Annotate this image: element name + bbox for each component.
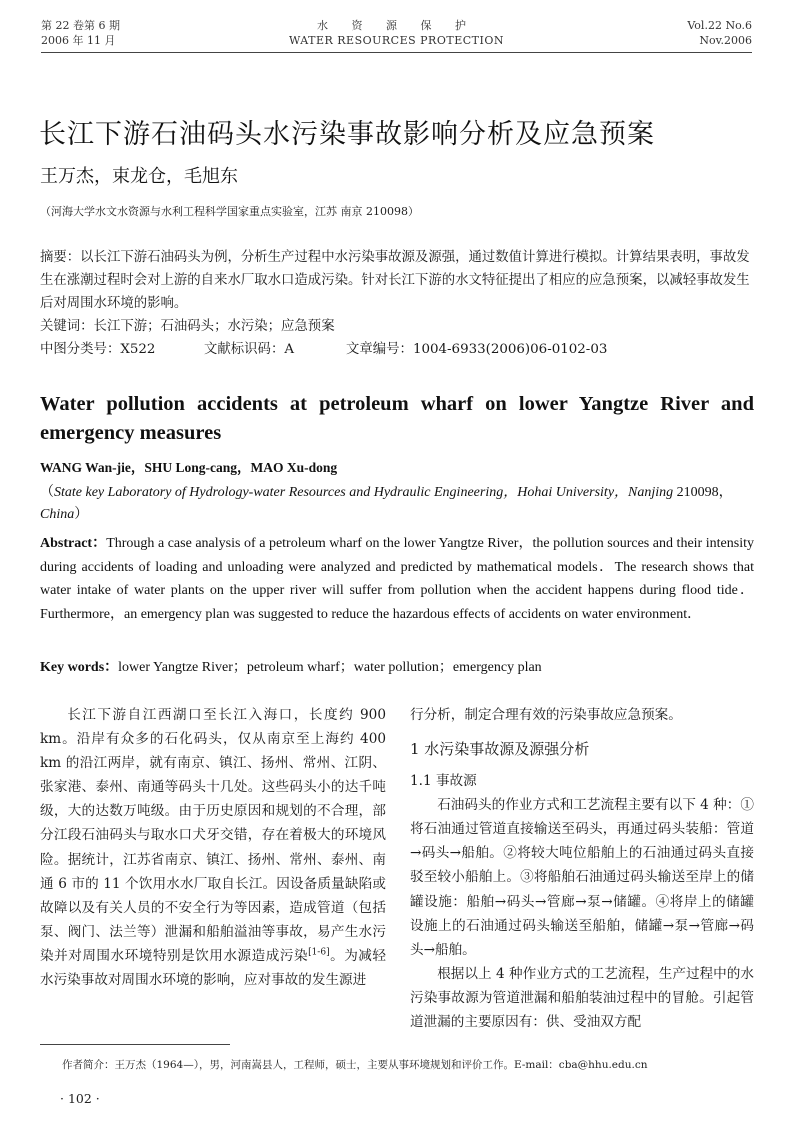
journal-name (0, 18, 793, 48)
intro-tail: 。为减轻水污染事故对周围水环境的影响，应对事故的发生源进 (40, 947, 387, 989)
abstract-en (40, 532, 754, 626)
clc-number: 中图分类号：X522 (40, 342, 156, 357)
section-1-heading: 1 水污染事故源及源强分析 (410, 740, 590, 759)
header-divider (41, 52, 752, 53)
page-number: · 102 · (60, 1091, 100, 1106)
classification-line (40, 338, 753, 361)
abstract-en-text: Through a case analysis of a petroleum wharf on the lower Yangtze River，the pollution sources and their intensity during accidents of loading and unloading were analyzed and predicted by mathematical models．The research shows that water intake of water plants on the upper river will suffer from pollution when the accident happens during flood tide．Furthermore，an emergency plan was suggested to reduce the hazardous effects of accidents on water environment． (40, 536, 754, 622)
intro-continued: 行分析，制定合理有效的污染事故应急预案。 (410, 707, 682, 723)
keywords-en-label: Key words： (40, 660, 119, 675)
paren-close: ） (74, 507, 89, 522)
abstract-cn-block (40, 246, 753, 361)
paper-title-cn: 长江下游石油码头水污染事故影响分析及应急预案 (39, 119, 655, 150)
affiliation-cn: （河海大学水文水资源与水利工程科学国家重点实验室，江苏 南京 210098） (40, 205, 419, 218)
section-1-1-heading: 1.1 事故源 (410, 773, 477, 790)
authors-en: WANG Wan-jie，SHU Long-cang，MAO Xu-dong (40, 460, 338, 475)
affiliation-en-country: China (40, 507, 75, 522)
abstract-en-label: Abstract： (40, 536, 107, 551)
intro-text: 长江下游自江西湖口至长江入海口，长度约 900 km。沿岸有众多的石化码头，仅从南京至上海约 400 km 的沿江两岸，就有南京、镇江、扬州、常州、江阴、张家港、泰州、南通等码头十几处。这些码头小的达千吨级，大的达数万吨级。由于历史原因和规划的不合理，部分江段石油码头与取水口犬牙交错，存在着极大的环境风险。据统计，江苏省南京、镇江、扬州、常州、泰州、南通 6 市的 11 个饮用水水厂取自长江。因设备质量缺陷或故障以及有关人员的不安全行为等因素，造成管道（包括泵、阀门、法兰等）泄漏和船舶溢油等事故，易产生水污染并对周围水环境特别是饮用水源造成污染 (40, 707, 386, 964)
date-cn: 2006 年 11 月 (41, 34, 116, 47)
intro-paragraph (40, 703, 386, 992)
keywords-cn: 关键词：长江下游；石油码头；水污染；应急预案 (40, 319, 335, 334)
author-bio-footnote: 作者简介：王万杰（1964—），男，河南嵩县人，工程师，硕士，主要从事环境规划和评价工作。E-mail：cba@hhu.edu.cn (62, 1059, 648, 1071)
authors-cn: 王万杰，束龙仓，毛旭东 (40, 166, 238, 187)
volume-issue-en: Vol.22 No.6 (687, 19, 752, 32)
body-left-column (40, 703, 386, 992)
paren-open: （ (40, 485, 54, 500)
date-en: Nov.2006 (699, 34, 752, 47)
operation-modes-paragraph: 石油码头的作业方式和工艺流程主要有以下 4 种：①将石油通过管道直接输送至码头，再通过码头装船：管道→码头→船舶。②将较大吨位船舶上的石油通过码头直接驳至较小船舶上。③将船舶石油通过码头输送至岸上的储罐设施：船舶→码头→管廊→泵→储罐。④将岸上的储罐设施上的石油通过码头输送至船舶，储罐→泵→管廊→码头→船舶。 (410, 797, 754, 958)
citation: [1-6] (308, 947, 330, 958)
keywords-en (40, 656, 542, 676)
body-right-column (410, 703, 754, 1034)
affiliation-en-text: State key Laboratory of Hydrology-water Resources and Hydraulic Engineering，Hohai University，Nanjing (54, 485, 674, 500)
affiliation-en-postcode: 210098， (673, 485, 733, 500)
footnote-divider (40, 1044, 230, 1045)
paper-title-en: Water pollution accidents at petroleum wharf on lower Yangtze River and emergency measures (40, 393, 754, 444)
pollution-sources-paragraph: 根据以上 4 种作业方式的工艺流程，生产过程中的水污染事故源为管道泄漏和船舶装油过程中的冒舱。引起管道泄漏的主要原因有：供、受油双方配 (410, 965, 754, 1031)
abstract-cn: 摘要：以长江下游石油码头为例，分析生产过程中水污染事故源及源强，通过数值计算进行模拟。计算结果表明，事故发生在涨潮过程时会对上游的自来水厂取水口造成污染。针对长江下游的水文特征提出了相应的应急预案，以减轻事故发生后对周围水环境的影响。 (40, 250, 750, 311)
journal-name-en: WATER RESOURCES PROTECTION (289, 34, 504, 47)
journal-name-cn: 水 资 源 保 护 (317, 19, 476, 32)
volume-issue-cn: 第 22 卷第 6 期 (41, 19, 120, 32)
article-number: 文章编号：1004-6933(2006)06-0102-03 (346, 342, 608, 357)
journal-issue-en (687, 18, 752, 48)
keywords-en-text: lower Yangtze River；petroleum wharf；water pollution；emergency plan (118, 660, 542, 675)
affiliation-en (40, 482, 754, 526)
document-code: 文献标识码：A (204, 342, 295, 357)
